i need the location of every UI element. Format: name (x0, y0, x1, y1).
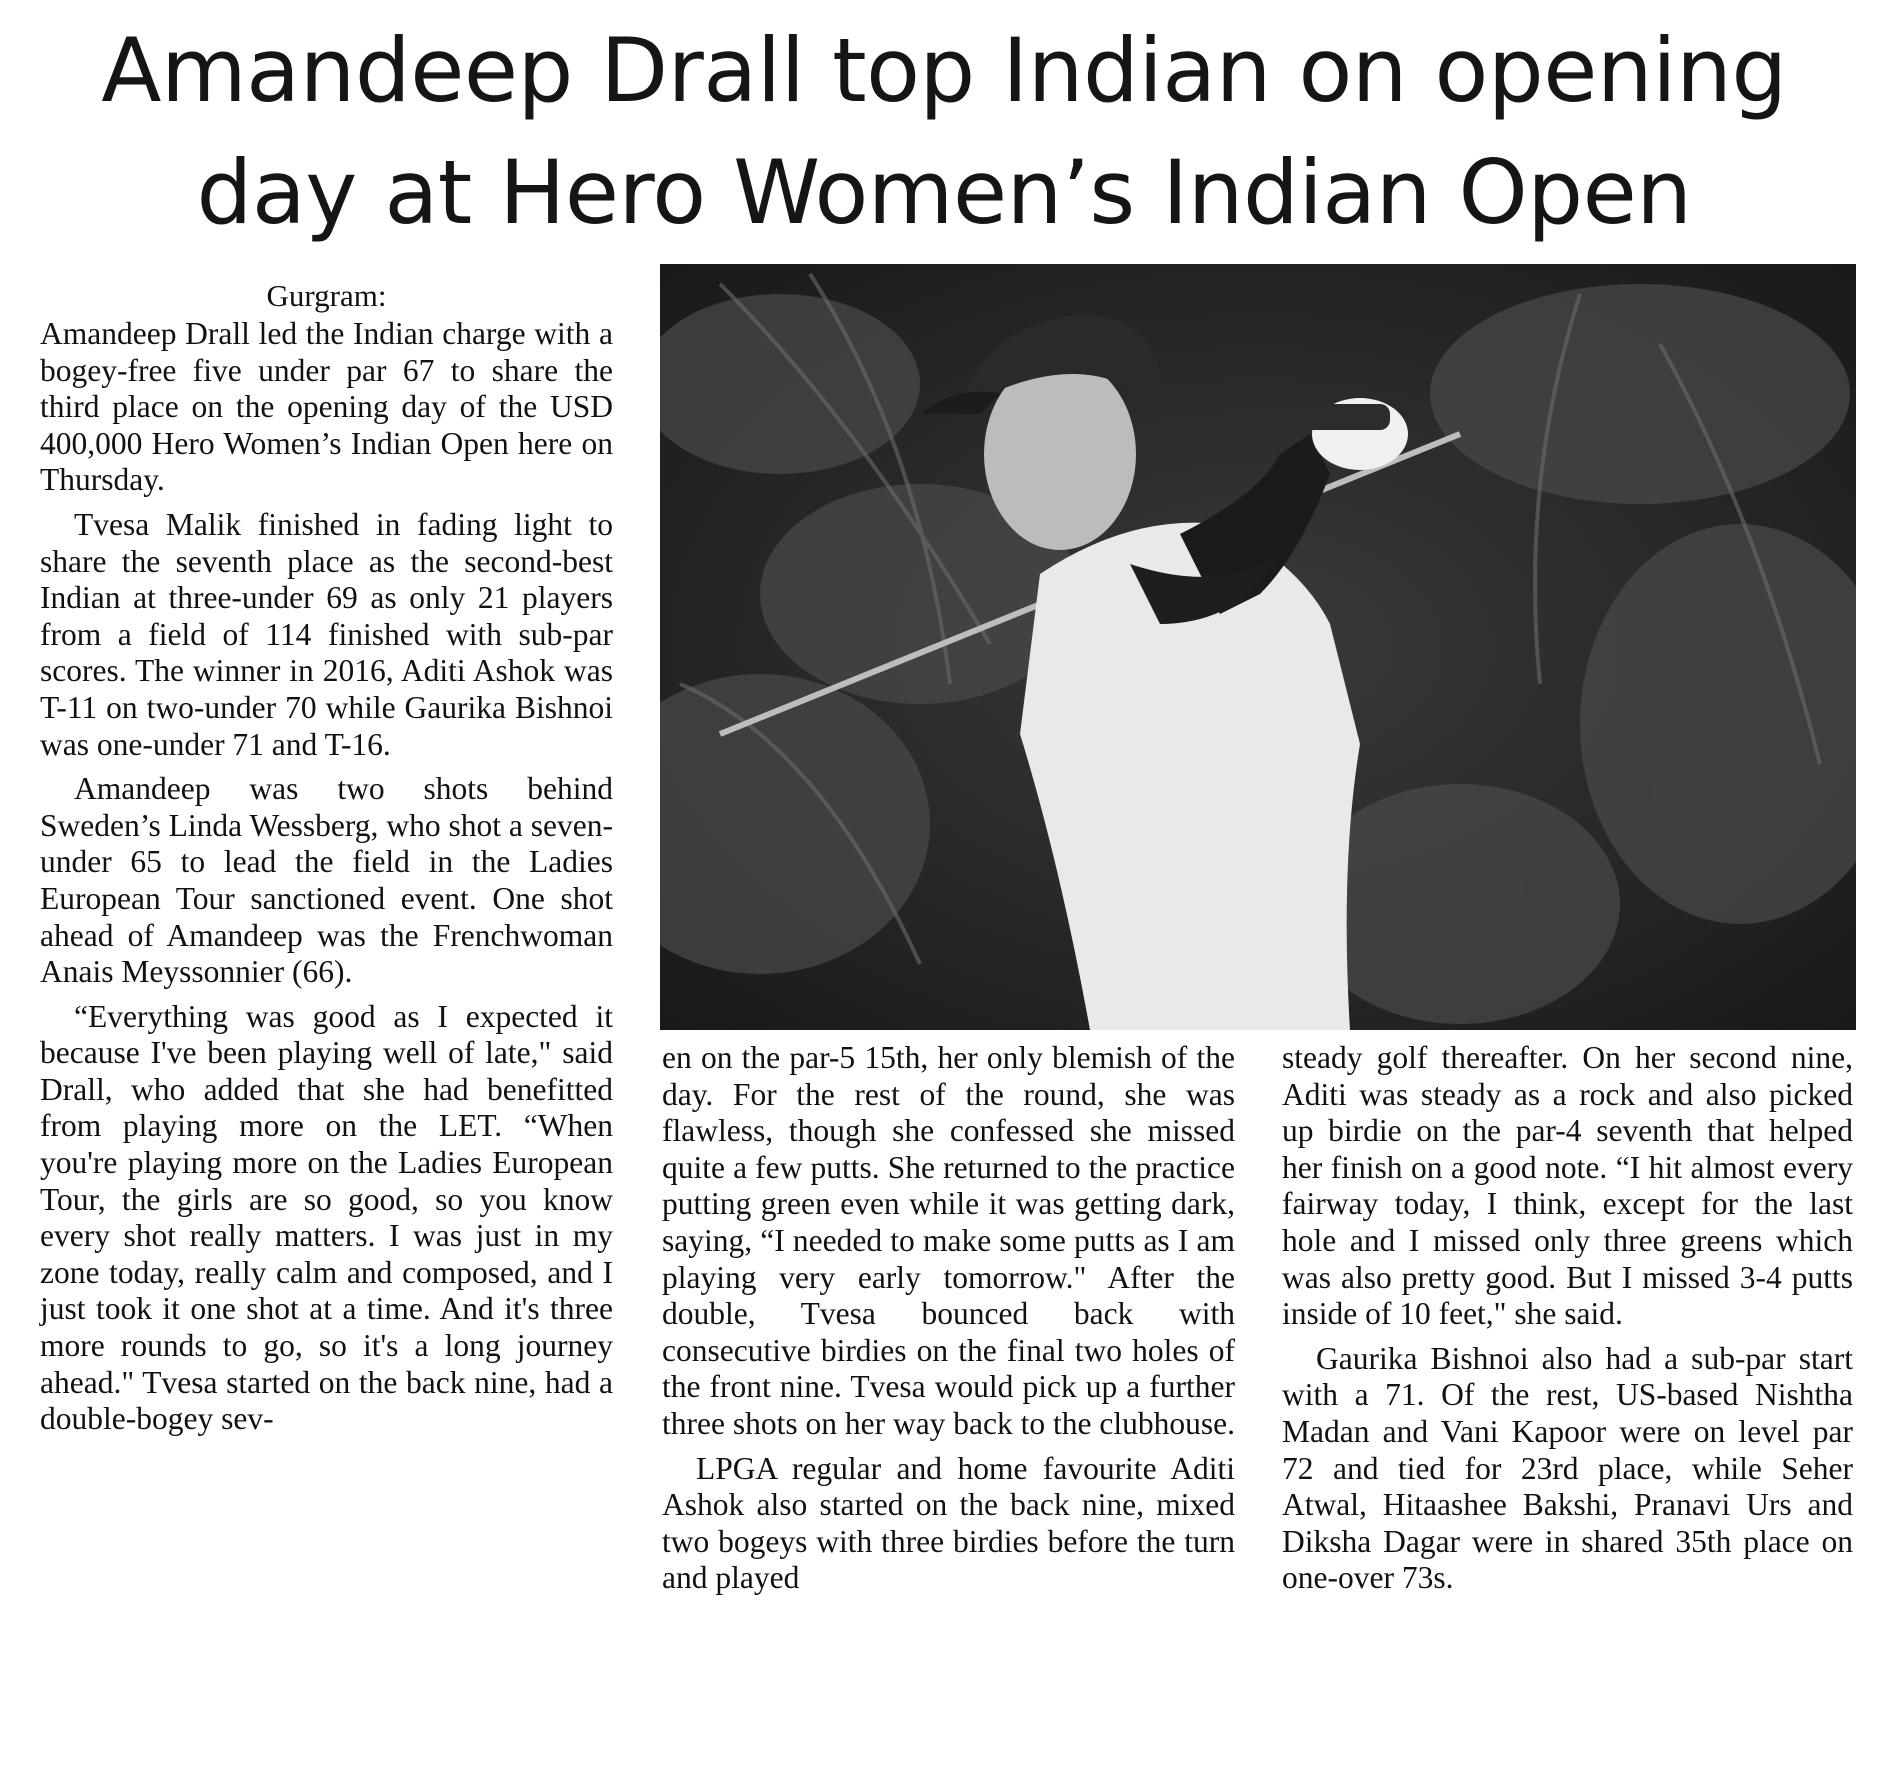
dateline: Gurgram: (266, 278, 387, 313)
paragraph: Amandeep Drall led the Indian charge with a bogey-free five under par 67 to share the third place on the opening day of the USD 400,000 Hero Women’s Indian Open here on Thursday. (40, 316, 613, 498)
paragraph: Tvesa Malik finished in fading light to share the seventh place as the second-best Indian at three-under 69 as only 21 players from a field of 114 finished with sub-par scores. The winner in 2016, Aditi Ashok was T-11 on two-under 70 while Gaurika Bishnoi was one-under 71 and T-16. (40, 506, 613, 762)
golfer-photo (660, 264, 1856, 1030)
paragraph: Amandeep was two shots behind Sweden’s Linda Wessberg, who shot a seven-under 65 to lead the field in the Ladies European Tour sanctioned event. One shot ahead of Amandeep was the Frenchwoman Anais Meyssonnier (66). (40, 771, 613, 990)
article-column-2 (662, 1040, 1235, 1597)
article-column-1 (40, 278, 613, 1438)
paragraph: Gaurika Bishnoi also had a sub-par start with a 71. Of the rest, US-based Nishtha Madan and Vani Kapoor were on level par 72 and tied for 23rd place, while Seher Atwal, Hitaashee Bakshi, Pranavi Urs and Diksha Dagar were in shared 35th place on one-over 73s. (1282, 1340, 1853, 1596)
headline-line-2: day at Hero Women’s Indian Open (196, 141, 1692, 244)
paragraph: LPGA regular and home favourite Aditi Ashok also started on the back nine, mixed two bogeys with three birdies before the turn and played (662, 1450, 1235, 1596)
paragraph: en on the par-5 15th, her only blemish of the day. For the rest of the round, she was flawless, though she confessed she missed quite a few putts. She returned to the practice putting green even while it was getting dark, saying, “I needed to make some putts as I am playing very early tomorrow." After the double, Tvesa bounced back with consecutive birdies on the final two holes of the front nine. Tvesa would pick up a further three shots on her way back to the clubhouse. (662, 1040, 1235, 1441)
article-column-3 (1282, 1040, 1853, 1597)
headline (20, 10, 1868, 254)
paragraph: “Everything was good as I expected it because I've been playing well of late," said Drall, who added that she had benefitted from playing more on the LET. “When you're playing more on the Ladies European Tour, the girls are so good, so you know every shot really matters. I was just in my zone today, really calm and composed, and I just took it one shot at a time. And it's three more rounds to go, so it's a long journey ahead." Tvesa started on the back nine, had a double-bogey sev- (40, 998, 613, 1437)
paragraph: steady golf thereafter. On her second nine, Aditi was steady as a rock and also picked up birdie on the par-4 seventh that helped her finish on a good note. “I hit almost every fairway today, I think, except for the last hole and I missed only three greens which was also pretty good. But I missed 3-4 putts inside of 10 feet," she said. (1282, 1040, 1853, 1332)
headline-line-1: Amandeep Drall top Indian on opening (101, 19, 1787, 122)
